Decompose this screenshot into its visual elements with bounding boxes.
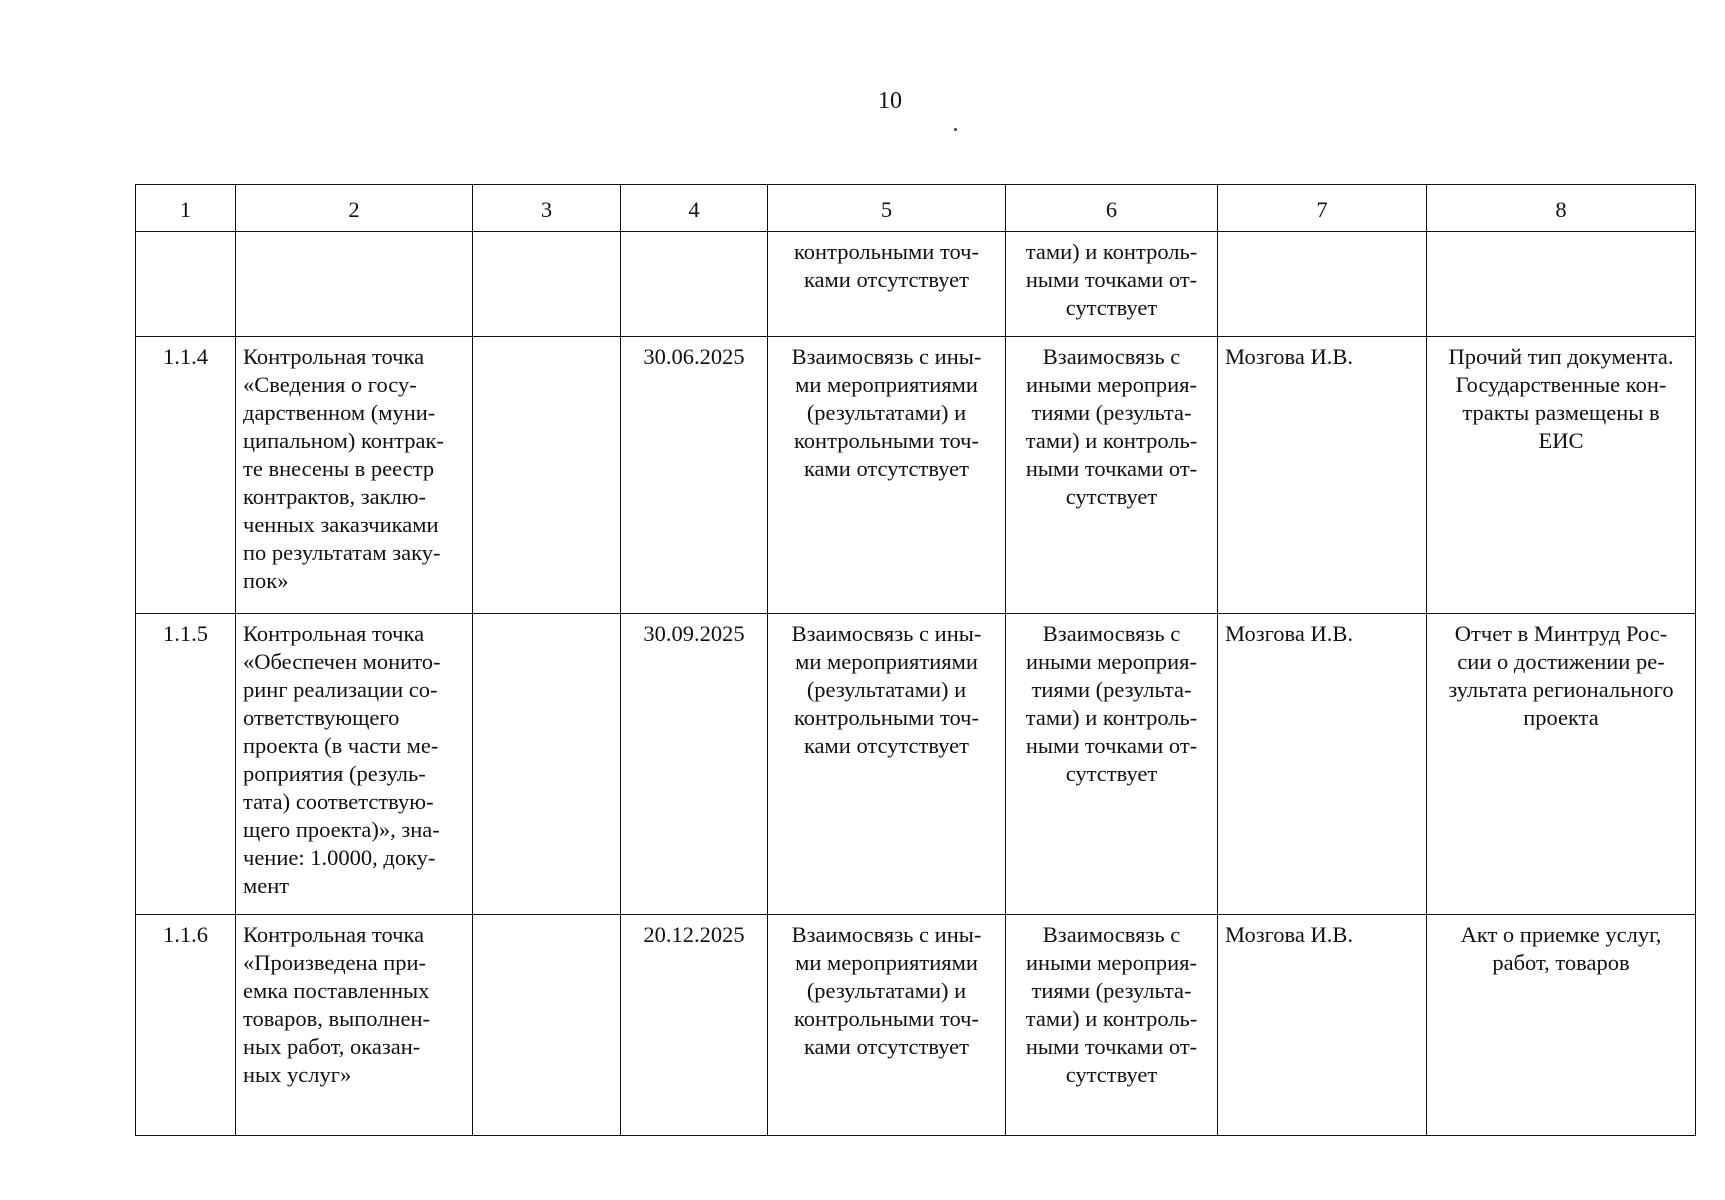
cell-document: Акт о приемке услуг, работ, товаров: [1427, 915, 1696, 1136]
table-row: [136, 614, 1696, 915]
continuation-row: [136, 232, 1696, 337]
cell-id: 1.1.6: [136, 915, 236, 1136]
header-col-3: 3: [473, 185, 621, 232]
header-col-2: 2: [236, 185, 473, 232]
cell-empty: [473, 232, 621, 337]
table-row: [136, 915, 1696, 1136]
cell-responsible: Мозгова И.В.: [1218, 614, 1427, 915]
cell-document: Прочий тип документа. Государственные кон- тракты размещены в ЕИС: [1427, 337, 1696, 614]
header-row: [136, 185, 1696, 232]
header-col-4: 4: [621, 185, 768, 232]
cell-col3: [473, 337, 621, 614]
cell-empty: [621, 232, 768, 337]
header-col-6: 6: [1006, 185, 1218, 232]
cell-empty: [1427, 232, 1696, 337]
cell-col3: [473, 915, 621, 1136]
cell-title: Контрольная точка «Произведена при- емка поставленных товаров, выполнен- ных работ, оказан- ных услуг»: [236, 915, 473, 1136]
header-col-1: 1: [136, 185, 236, 232]
cell-empty: [136, 232, 236, 337]
cell-document: Отчет в Минтруд Рос- сии о достижении ре- зультата регионального проекта: [1427, 614, 1696, 915]
cell-link-control-points: Взаимосвязь с иными мероприя- тиями (результа- тами) и контроль- ными точками от- сутствует: [1006, 614, 1218, 915]
cell-id: 1.1.5: [136, 614, 236, 915]
table-row: [136, 337, 1696, 614]
cell-date: 20.12.2025: [621, 915, 768, 1136]
cell-link-control-points: Взаимосвязь с иными мероприя- тиями (результа- тами) и контроль- ными точками от- сутствует: [1006, 337, 1218, 614]
control-points-table: [135, 184, 1696, 1136]
header-col-8: 8: [1427, 185, 1696, 232]
cell-date: 30.09.2025: [621, 614, 768, 915]
cell-responsible: Мозгова И.В.: [1218, 337, 1427, 614]
scan-dot-mark: [954, 128, 957, 131]
cell-link-results: Взаимосвязь с ины- ми мероприятиями (результатами) и контрольными точ- ками отсутствует: [768, 614, 1006, 915]
cell-link-control-points: тами) и контроль- ными точками от- сутствует: [1006, 232, 1218, 337]
cell-empty: [236, 232, 473, 337]
cell-link-results: Взаимосвязь с ины- ми мероприятиями (результатами) и контрольными точ- ками отсутствует: [768, 915, 1006, 1136]
page-number: 10: [878, 88, 902, 114]
cell-col3: [473, 614, 621, 915]
cell-id: 1.1.4: [136, 337, 236, 614]
cell-empty: [1218, 232, 1427, 337]
cell-link-results: контрольными точ- ками отсутствует: [768, 232, 1006, 337]
cell-link-control-points: Взаимосвязь с иными мероприя- тиями (результа- тами) и контроль- ными точками от- сутствует: [1006, 915, 1218, 1136]
cell-date: 30.06.2025: [621, 337, 768, 614]
cell-link-results: Взаимосвязь с ины- ми мероприятиями (результатами) и контрольными точ- ками отсутствует: [768, 337, 1006, 614]
header-col-7: 7: [1218, 185, 1427, 232]
cell-title: Контрольная точка «Сведения о госу- дарственном (муни- ципальном) контрак- те внесены в реестр контрактов, заклю- ченных заказчиками по результатам заку- пок»: [236, 337, 473, 614]
cell-title: Контрольная точка «Обеспечен монито- ринг реализации со- ответствующего проекта (в части ме- роприятия (резуль- тата) соответствую- щего проекта)», зна- чение: 1.0000, доку- мент: [236, 614, 473, 915]
header-col-5: 5: [768, 185, 1006, 232]
cell-responsible: Мозгова И.В.: [1218, 915, 1427, 1136]
